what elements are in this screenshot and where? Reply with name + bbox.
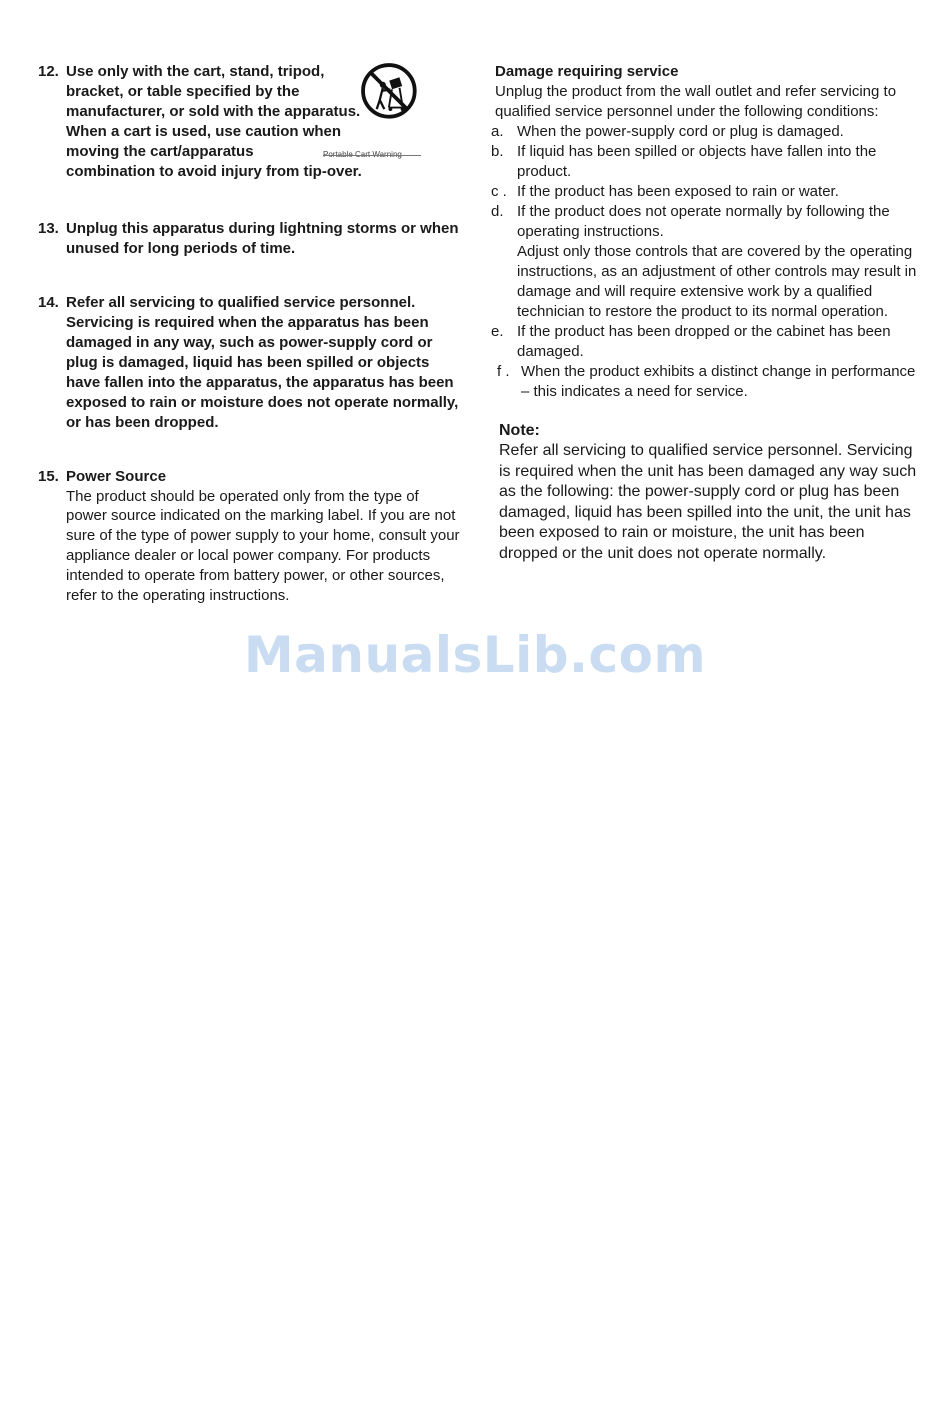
safety-item-15: [38, 467, 463, 606]
safety-item-14: [38, 293, 463, 432]
condition-e: [491, 322, 923, 362]
condition-c: [491, 182, 923, 202]
item-number: 12.: [38, 63, 59, 80]
condition-text: If the product has been dropped or the cabinet has been damaged.: [517, 323, 891, 360]
item-12-line-6: combination to avoid injury from tip-over.: [66, 162, 362, 180]
condition-text: If the product has been exposed to rain or water.: [517, 183, 839, 200]
note-block: [491, 420, 923, 564]
cart-tip-over-warning-icon: [360, 62, 436, 138]
item-13-text: Unplug this apparatus during lightning storms or when unused for long periods of time.: [66, 220, 459, 258]
condition-a: [491, 122, 923, 142]
condition-text: If liquid has been spilled or objects have fallen into the product.: [517, 143, 877, 180]
item-number: 13.: [38, 220, 59, 238]
caption-rule: [323, 155, 421, 156]
condition-letter: f .: [497, 363, 510, 380]
item-15-title: Power Source: [66, 467, 167, 485]
condition-d-extra: Adjust only those controls that are covered by the operating instructions, as an adjustment of other controls may result in damage and will require extensive work by a qualified technician to restore the product to its normal operation.: [517, 243, 917, 320]
condition-letter: e.: [491, 323, 504, 340]
condition-f: [497, 362, 923, 402]
condition-text: When the power-supply cord or plug is damaged.: [517, 123, 844, 140]
left-column: [38, 62, 463, 606]
item-14-text: Refer all servicing to qualified service personnel. Servicing is required when the apparatus has been damaged in any way, such as power-supply cord or plug is damaged, liquid has been spilled or objects have fallen into the apparatus, the apparatus has been exposed to rain or moisture does not operate normally, or has been dropped.: [66, 294, 459, 431]
condition-letter: a.: [491, 123, 504, 140]
item-12-line-2: bracket, or table specified by the: [66, 82, 300, 100]
safety-item-13: [38, 219, 463, 259]
watermark: ManualsLib.com: [243, 626, 707, 684]
condition-text: When the product exhibits a distinct change in performance – this indicates a need for service.: [521, 363, 916, 400]
condition-letter: c .: [491, 183, 507, 200]
safety-item-12: [38, 62, 463, 181]
item-12-line-4: When a cart is used, use caution when: [66, 122, 342, 140]
item-15-text: The product should be operated only from the type of power source indicated on the marking label. If you are not sure of the type of power supply to your home, consult your appliance dealer or local power company. For products intended to operate from battery power, or other sources, refer to the operating instructions.: [66, 487, 460, 605]
damage-service-heading: Damage requiring service: [495, 63, 679, 80]
item-12-line-5: moving the cart/apparatus: [66, 142, 254, 160]
item-number: 14.: [38, 294, 59, 312]
condition-text: If the product does not operate normally by following the operating instructions.: [517, 203, 890, 240]
condition-b: [491, 142, 923, 182]
condition-letter: b.: [491, 143, 504, 160]
item-12-line-1: Use only with the cart, stand, tripod,: [66, 63, 325, 80]
condition-letter: d.: [491, 203, 504, 220]
item-12-line-3: manufacturer, or sold with the apparatus.: [66, 102, 361, 120]
note-title: Note:: [499, 422, 540, 439]
damage-service-intro: Unplug the product from the wall outlet and refer servicing to qualified service personnel under the following conditions:: [495, 83, 897, 120]
item-number: 15.: [38, 467, 59, 485]
condition-d: [491, 202, 923, 322]
right-column: [491, 62, 923, 564]
note-text: Refer all servicing to qualified service personnel. Servicing is required when the unit has been damaged any way such as the following: the power-supply cord or plug has been damaged, liquid has been spilled into the unit, the unit has been exposed to rain or moisture, the unit has been dropped or the unit does not operate normally.: [499, 442, 917, 562]
